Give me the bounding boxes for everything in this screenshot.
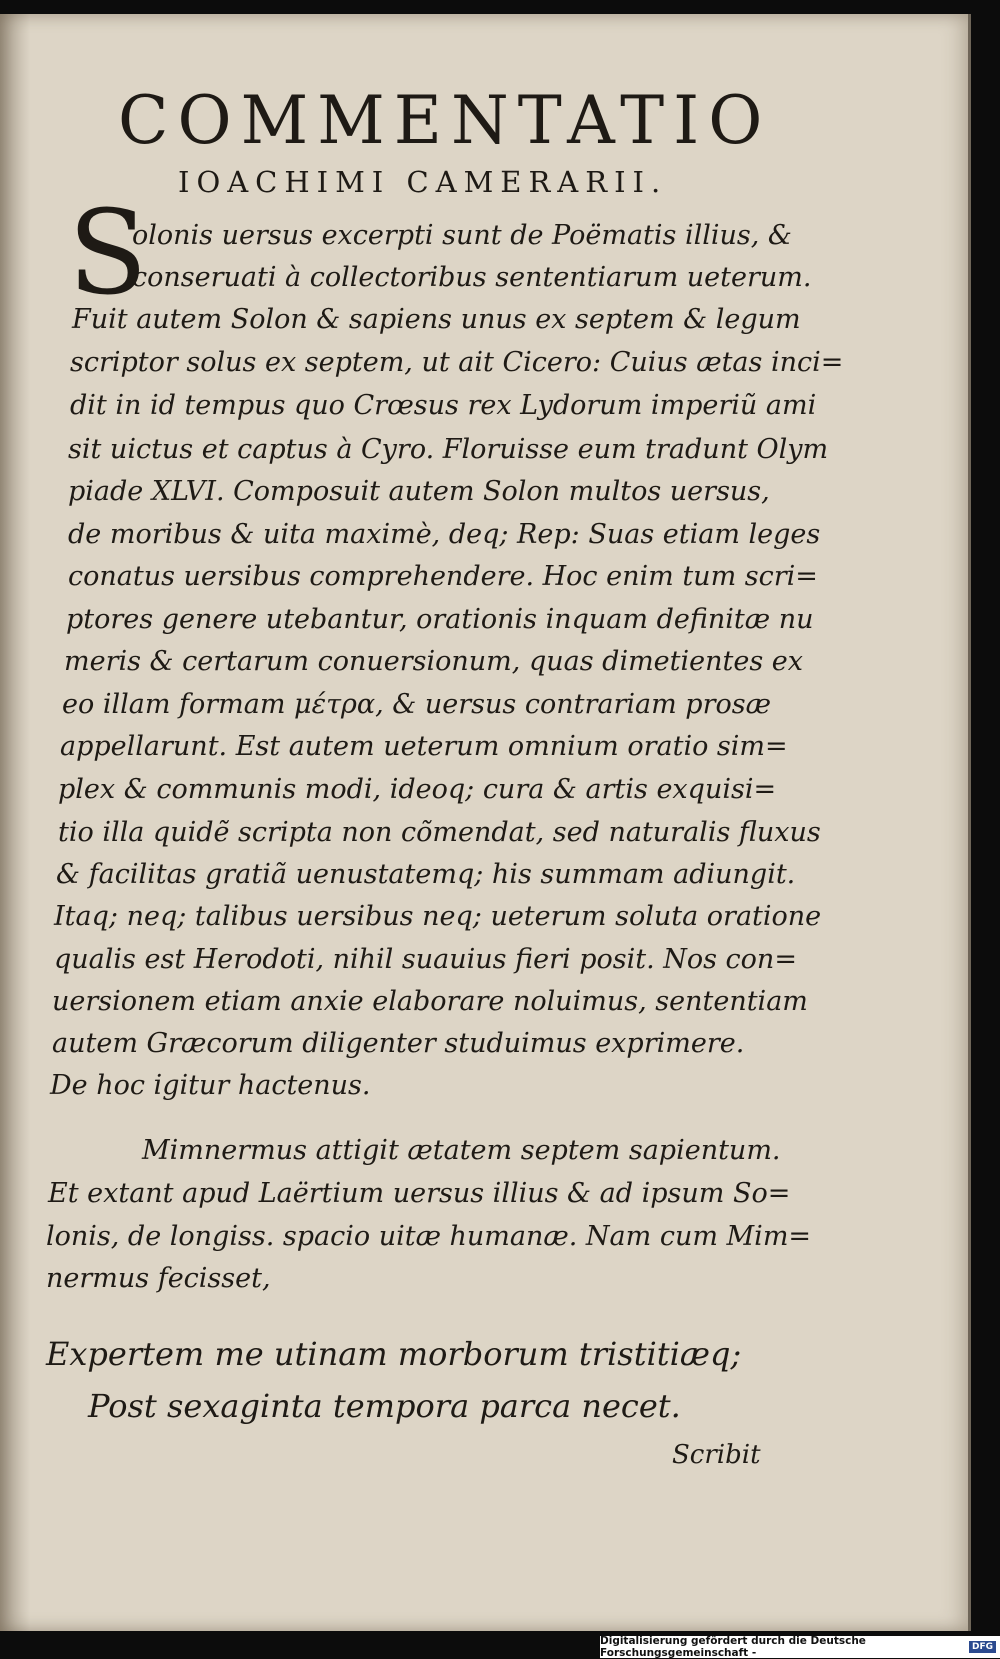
drop-capital: S <box>68 186 148 321</box>
text-line: piade XLVI. Composuit autem Solon multos uersus, <box>68 476 770 507</box>
text-line: dit in id tempus quo Crœsus rex Lydorum imperiũ ami <box>70 390 817 421</box>
page-subtitle: IOACHIMI CAMERARII. <box>178 165 668 199</box>
text-line: lonis, de longiss. spacio uitæ humanæ. Nam cum Mim= <box>46 1221 812 1252</box>
page-title: COMMENTATIO <box>118 82 772 159</box>
text-line: plex & communis modi, ideoq; cura & artis exquisi= <box>58 774 777 805</box>
text-line: tio illa quidẽ scripta non cõmendat, sed naturalis fluxus <box>58 817 821 848</box>
text-line: & facilitas gratiã uenustatemq; his summam adiungit. <box>56 859 796 890</box>
text-line: eo illam formam μέτρα, & uersus contrariam prosæ <box>62 689 771 720</box>
verse-line: Expertem me utinam morborum tristitiæq; <box>46 1335 742 1373</box>
dfg-logo: DFG <box>969 1641 996 1653</box>
page-edge-shadow <box>0 14 30 1631</box>
digitization-credit <box>600 1636 1000 1658</box>
text-line: ptores genere utebantur, orationis inquam definitæ nu <box>66 604 814 635</box>
text-line: Itaq; neq; talibus uersibus neq; ueterum soluta oratione <box>54 901 822 932</box>
text-line: autem Græcorum diligenter studuimus exprimere. <box>52 1028 745 1059</box>
text-line: Mimnermus attigit ætatem septem sapientum. <box>142 1135 781 1166</box>
text-line: nermus fecisset, <box>46 1263 271 1294</box>
text-line: qualis est Herodoti, nihil suauius fieri posit. Nos con= <box>54 944 797 975</box>
text-line: olonis uersus excerpti sunt de Poëmatis illius, & <box>132 220 792 251</box>
credit-text: Digitalisierung gefördert durch die Deutsche Forschungsgemeinschaft - <box>600 1635 866 1659</box>
text-line: meris & certarum conuersionum, quas dimetientes ex <box>64 646 803 677</box>
text-line: conseruati à collectoribus sententiarum ueterum. <box>132 262 812 293</box>
text-line: conatus uersibus comprehendere. Hoc enim tum scri= <box>68 561 818 592</box>
text-line: sit uictus et captus à Cyro. Floruisse eum tradunt Olym <box>68 434 829 465</box>
text-line: appellarunt. Est autem ueterum omnium oratio sim= <box>60 731 788 762</box>
text-line: de moribus & uita maximè, deq; Rep: Suas etiam leges <box>68 519 821 550</box>
text-line: uersionem etiam anxie elaborare noluimus, sententiam <box>52 986 808 1017</box>
text-line: scriptor solus ex septem, ut ait Cicero: Cuius ætas inci= <box>70 347 844 378</box>
catchword: Scribit <box>672 1440 761 1470</box>
text-line: Fuit autem Solon & sapiens unus ex septem & legum <box>72 304 801 335</box>
text-line: De hoc igitur hactenus. <box>50 1070 371 1101</box>
verse-line: Post sexaginta tempora parca necet. <box>88 1387 681 1425</box>
text-line: Et extant apud Laërtium uersus illius & ad ipsum So= <box>48 1178 791 1209</box>
